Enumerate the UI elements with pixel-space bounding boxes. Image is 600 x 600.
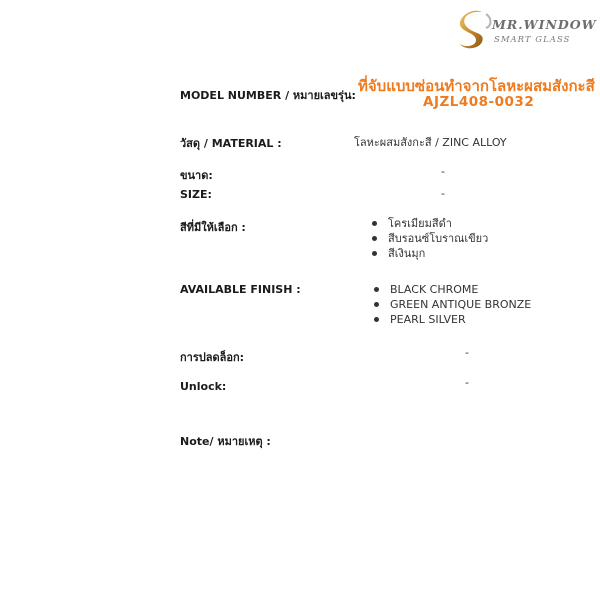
- brand-tagline: SMART GLASS: [494, 35, 571, 45]
- list-item: GREEN ANTIQUE BRONZE: [372, 297, 531, 312]
- model-number-label: MODEL NUMBER / หมายเลขรุ่น:: [180, 89, 356, 102]
- finish-label: AVAILABLE FINISH :: [180, 283, 301, 296]
- unlock-value: -: [465, 376, 469, 389]
- unlock-th-value: -: [465, 346, 469, 359]
- size-th-value: -: [441, 165, 445, 178]
- size-value: -: [441, 187, 445, 200]
- list-item: BLACK CHROME: [372, 282, 531, 297]
- size-label: SIZE:: [180, 188, 212, 201]
- list-item: โครเมียมสีดำ: [370, 216, 488, 231]
- list-item: สีบรอนซ์โบราณเขียว: [370, 231, 488, 246]
- model-code: AJZL408-0032: [423, 94, 535, 110]
- color-th-list: [370, 216, 488, 261]
- list-item: PEARL SILVER: [372, 312, 531, 327]
- note-label: Note/ หมายเหตุ :: [180, 435, 271, 448]
- product-title: ที่จับแบบซ่อนทำจากโลหะผสมสังกะสี: [358, 77, 595, 95]
- list-item: สีเงินมุก: [370, 246, 488, 261]
- unlock-label: Unlock:: [180, 380, 227, 393]
- color-th-label: สีที่มีให้เลือก :: [180, 221, 246, 234]
- brand-name: MR.WINDOW: [492, 17, 597, 32]
- finish-list: [372, 282, 531, 327]
- brand-logo: [452, 8, 597, 54]
- size-th-label: ขนาด:: [180, 169, 213, 182]
- material-value: โลหะผสมสังกะสี / ZINC ALLOY: [354, 136, 507, 149]
- material-label: วัสดุ / MATERIAL :: [180, 137, 282, 150]
- unlock-th-label: การปลดล็อก:: [180, 351, 245, 364]
